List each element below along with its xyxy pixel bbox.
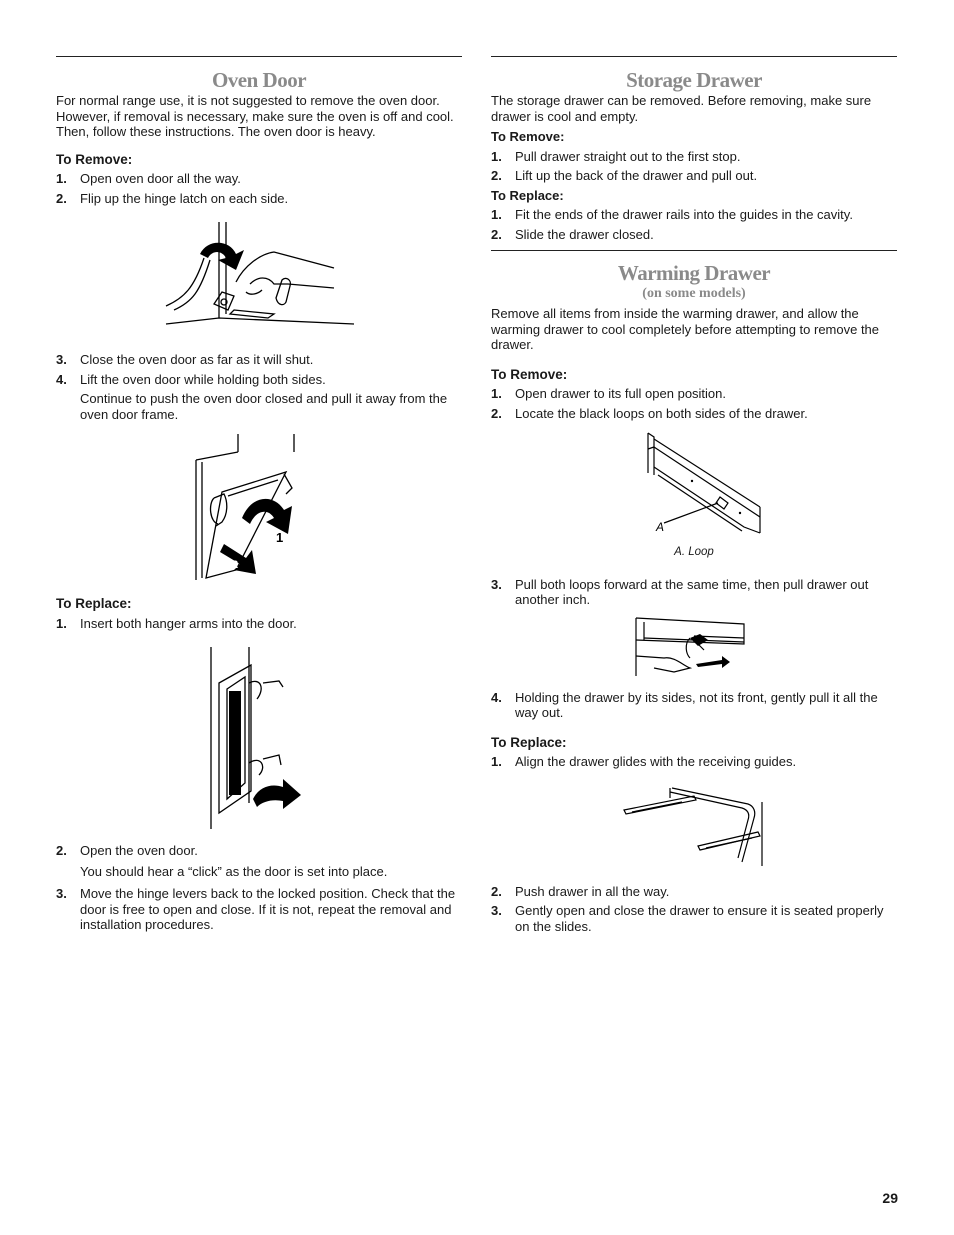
figure-caption: A. Loop: [674, 546, 714, 558]
list-item: [56, 616, 462, 632]
step-number: 4.: [491, 689, 502, 705]
step-text: Gently open and close the drawer to ensure it is seated properly on the slides.: [515, 903, 884, 934]
step-number: 2.: [491, 883, 502, 899]
section-divider: [56, 56, 462, 57]
step-text: Open drawer to its full open position.: [515, 386, 727, 401]
warming-drawer-intro: Remove all items from inside the warming drawer, and allow the warming drawer to cool completely before attempting to remove the drawer.: [491, 306, 880, 352]
list-item: [491, 207, 897, 223]
step-2-label: 2: [232, 559, 239, 571]
step-text: Insert both hanger arms into the door.: [80, 615, 297, 631]
step-text: Fit the ends of the drawer rails into the guides in the cavity.: [515, 207, 853, 222]
step-number: 2.: [491, 226, 502, 242]
warming-drawer-subtitle: (on some models): [642, 286, 746, 301]
figure-label-a: A: [656, 520, 665, 534]
list-item: [56, 886, 462, 933]
list-item: [56, 191, 462, 207]
step-text: Flip up the hinge latch on each side.: [80, 190, 289, 206]
step-1-label: 1: [276, 530, 284, 545]
list-item: [491, 690, 897, 721]
oven-door-remove-heading: To Remove:: [56, 151, 133, 167]
step-number: 2.: [56, 190, 67, 206]
list-item: [491, 903, 897, 934]
step-number: 4.: [56, 371, 67, 387]
section-divider: [491, 250, 897, 251]
list-item: [491, 149, 897, 165]
step-text: Pull drawer straight out to the first stop.: [515, 148, 741, 164]
list-item: [56, 843, 462, 859]
warming-drawer-title: Warming Drawer: [617, 261, 771, 285]
page-number: 29: [882, 1190, 898, 1206]
step-text: Align the drawer glides with the receiving guides.: [515, 754, 797, 769]
step-number: 2.: [491, 405, 502, 421]
oven-door-title: Oven Door: [211, 68, 307, 92]
list-item: [491, 168, 897, 184]
step-number: 1.: [56, 171, 67, 186]
drawer-glides-illustration: [622, 782, 766, 868]
list-item: [491, 577, 897, 608]
drawer-loop-illustration: [624, 431, 764, 543]
storage-drawer-title: Storage Drawer: [626, 68, 762, 92]
step-number: 3.: [491, 903, 502, 918]
drawers-section: [491, 56, 897, 934]
warming-replace-heading: To Replace:: [491, 734, 567, 750]
step-text: Slide the drawer closed.: [515, 226, 654, 242]
door-replace-illustration: [209, 643, 309, 833]
step-text: Push drawer in all the way.: [515, 883, 670, 899]
storage-remove-heading: To Remove:: [491, 129, 565, 144]
step-number: 1.: [56, 615, 67, 631]
section-divider: [491, 56, 897, 57]
step-text: Move the hinge levers back to the locked position. Check that the door is free to open and close. If it is not, repeat the removal and installation procedures.: [80, 886, 456, 932]
step-number: 1.: [491, 754, 502, 769]
step-number: 1.: [491, 148, 502, 164]
list-item: [491, 227, 897, 243]
list-item: [56, 171, 462, 187]
step-number: 2.: [491, 168, 502, 183]
step-number: 3.: [491, 576, 502, 592]
storage-replace-heading: To Replace:: [491, 187, 564, 203]
replace-note: You should hear a “click” as the door is set into place.: [80, 863, 388, 879]
storage-drawer-intro: The storage drawer can be removed. Before removing, make sure drawer is cool and empty.: [491, 93, 872, 124]
remove-note: Continue to push the oven door closed and pull it away from the oven door frame.: [80, 391, 448, 422]
step-text: Close the oven door as far as it will shut.: [80, 352, 314, 367]
oven-door-intro: For normal range use, it is not suggested to remove the oven door. However, if removal is necessary, make sure the oven is off and cool. Then, follow these instructions. The oven door is heavy.: [56, 93, 454, 139]
step-text: Holding the drawer by its sides, not its front, gently pull it all the way out.: [515, 689, 878, 720]
step-number: 3.: [56, 886, 67, 901]
list-item: [491, 884, 897, 900]
step-text: Lift the oven door while holding both sides.: [80, 371, 326, 387]
list-item: [491, 386, 897, 402]
step-text: Lift up the back of the drawer and pull out.: [515, 168, 758, 183]
list-item: [56, 352, 462, 368]
list-item: [56, 372, 462, 388]
step-text: Locate the black loops on both sides of the drawer.: [515, 405, 808, 421]
warming-remove-heading: To Remove:: [491, 366, 568, 382]
step-text: Open the oven door.: [80, 843, 198, 858]
step-text: Open oven door all the way.: [80, 171, 241, 186]
step-number: 3.: [56, 352, 67, 367]
hinge-latch-illustration: [164, 218, 354, 338]
step-number: 1.: [491, 386, 502, 401]
list-item: [491, 406, 897, 422]
step-text: Pull both loops forward at the same time, then pull drawer out another inch.: [515, 576, 869, 607]
pull-loops-illustration: [634, 616, 754, 678]
list-item: [491, 754, 897, 770]
step-number: 2.: [56, 843, 67, 858]
step-number: 1.: [491, 207, 502, 222]
door-lift-illustration: [194, 432, 324, 582]
oven-door-replace-heading: To Replace:: [56, 596, 132, 611]
oven-door-section: [56, 56, 462, 933]
